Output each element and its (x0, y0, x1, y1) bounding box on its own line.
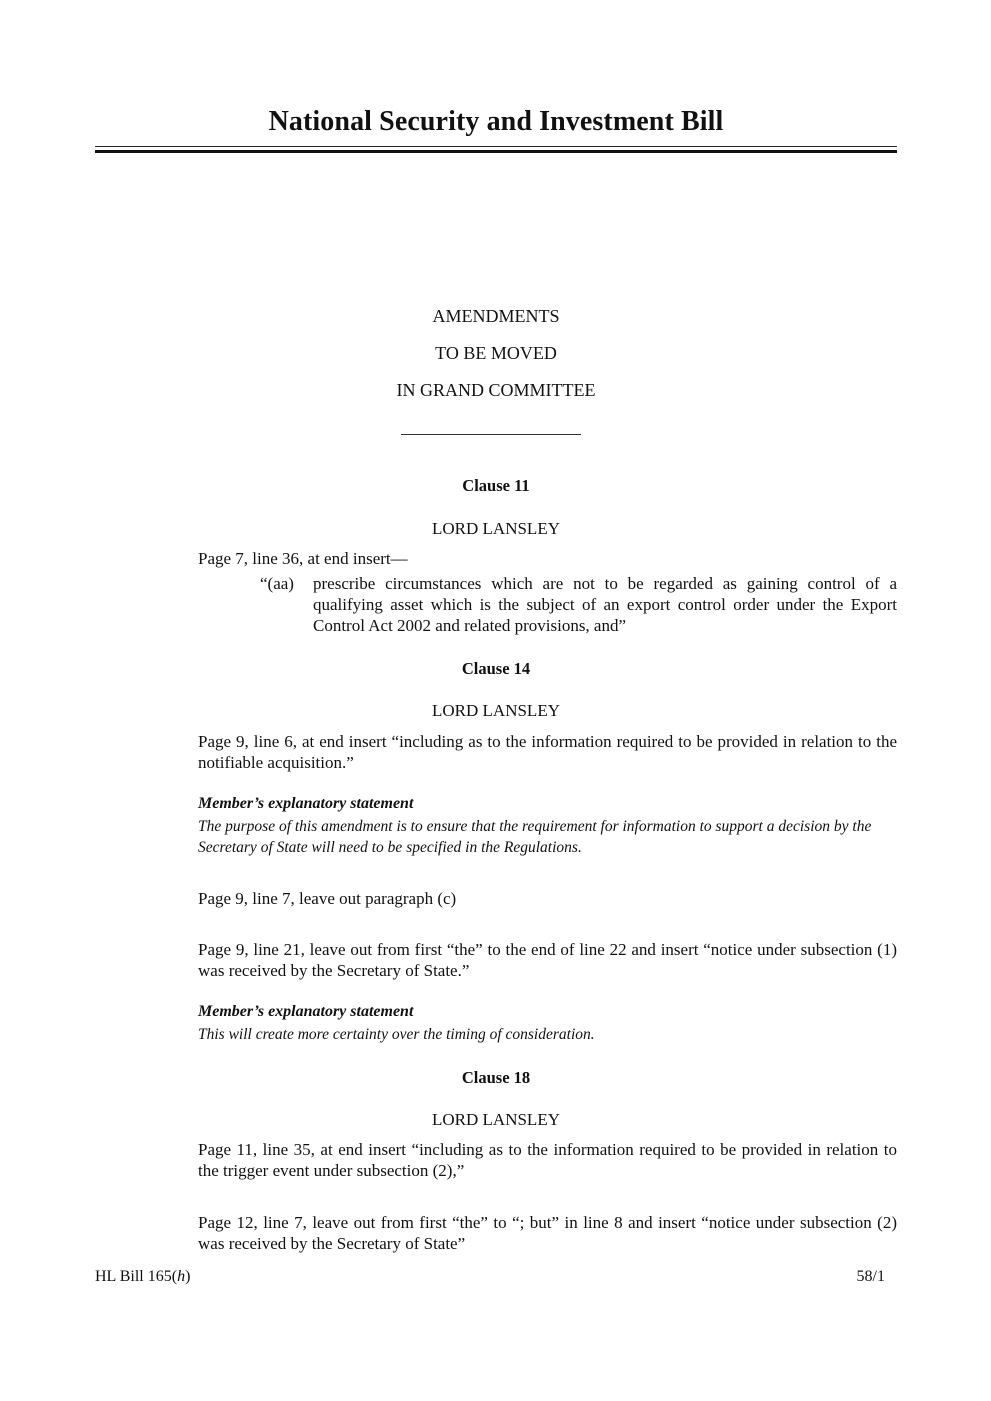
title-rule-thin (95, 146, 897, 147)
amendment-text: Page 12, line 7, leave out from first “the” to “; but” in line 8 and insert “notice under subsection (2) was received by the Secretary of State” (198, 1213, 897, 1253)
member-name: LORD LANSLEY (432, 701, 560, 720)
title-rule-thick (95, 150, 897, 153)
explanatory-statement-heading: Member’s explanatory statement (198, 795, 414, 812)
explanatory-statement-text: The purpose of this amendment is to ensure that the requirement for information to support a decision by the Secretary of State will need to be specified in the Regulations. (198, 818, 872, 856)
bill-number-suffix: ) (185, 1268, 191, 1285)
document-title: National Security and Investment Bill (268, 106, 724, 137)
inserted-paragraph (260, 573, 897, 636)
amendment-text: Page 9, line 7, leave out paragraph (c) (198, 889, 457, 908)
bill-number-letter: h (177, 1268, 186, 1285)
member-name: LORD LANSLEY (432, 1110, 560, 1129)
member-name: LORD LANSLEY (432, 519, 560, 538)
bill-number-prefix: HL Bill 165( (95, 1268, 178, 1285)
amendment-text: Page 7, line 36, at end insert— (198, 549, 408, 568)
amendment-text: Page 9, line 21, leave out from first “the” to the end of line 22 and insert “notice under subsection (1) was received by the Secretary of State.” (198, 940, 897, 980)
amendment-text: Page 11, line 35, at end insert “including as to the information required to be provided in relation to the trigger event under subsection (2),” (198, 1140, 897, 1180)
section-divider (401, 434, 581, 435)
inserted-paragraph-label: “(aa) (260, 574, 294, 593)
clause-heading: Clause 14 (461, 659, 531, 678)
inserted-paragraph-text: prescribe circumstances which are not to be regarded as gaining control of a qualifying asset which is the subject of an export control order under the Export Control Act 2002 and related provisions, and” (313, 574, 897, 635)
amendment-text: Page 9, line 6, at end insert “including as to the information required to be provided in relation to the notifiable acquisition.” (198, 732, 897, 772)
clause-heading: Clause 18 (461, 1068, 531, 1087)
explanatory-statement-heading: Member’s explanatory statement (198, 1003, 414, 1020)
clause-heading: Clause 11 (462, 476, 530, 495)
page-reference: 58/1 (856, 1268, 885, 1285)
bill-number (95, 1268, 190, 1286)
explanatory-statement-text: This will create more certainty over the timing of consideration. (198, 1026, 595, 1043)
heading-line-1: AMENDMENTS (432, 306, 560, 326)
heading-line-2: TO BE MOVED (435, 343, 557, 363)
heading-line-3: IN GRAND COMMITTEE (396, 380, 596, 400)
